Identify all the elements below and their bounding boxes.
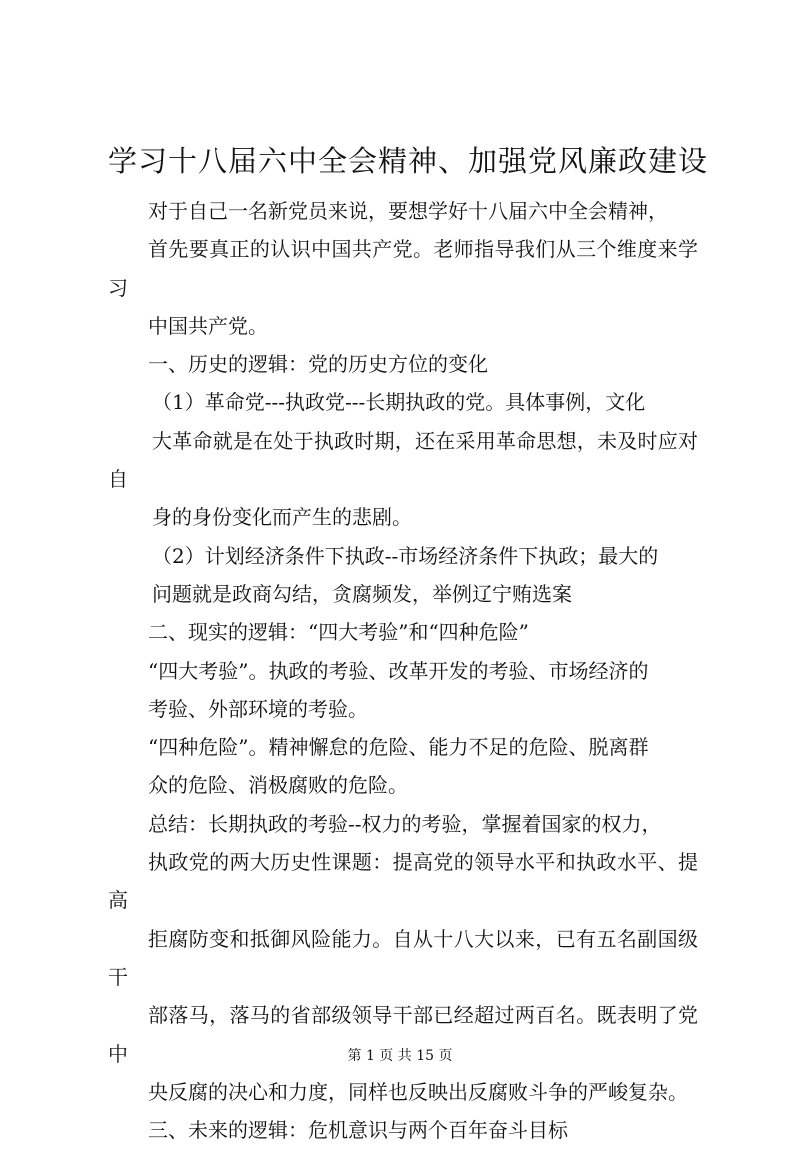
paragraph-four-tests: [108, 652, 698, 729]
paragraph-line: （2）计划经济条件下执政--市场经济条件下执政；最大的: [152, 543, 659, 568]
paragraph-line: 拒腐防变和抵御风险能力。自从十八大以来，已有五名副国级干: [108, 926, 698, 989]
document-title: 学习十八届六中全会精神、加强党风廉政建设: [108, 144, 709, 178]
paragraph-item-1: [108, 383, 698, 536]
paragraph-line: 中国共产党。: [148, 313, 268, 338]
page-footer: 第 1 页 共 15 页: [347, 1048, 453, 1064]
paragraph-line: 考验、外部环境的考验。: [148, 696, 368, 721]
paragraph-line: “四大考验”。执政的考验、改革开发的考验、市场经济的: [148, 658, 649, 683]
paragraph-line: 对于自己一名新党员来说，要想学好十八届六中全会精神，: [148, 199, 668, 223]
paragraph-line: 三、未来的逻辑：危机意识与两个百年奋斗目标: [148, 1118, 568, 1143]
section-heading-future: [108, 1111, 698, 1149]
paragraph-line: 央反腐的决心和力度，同样也反映出反腐败斗争的严峻复杂。: [148, 1079, 688, 1104]
paragraph-line: 问题就是政商勾结，贪腐频发，举例辽宁贿选案: [152, 581, 572, 606]
paragraph-line: 总结：长期执政的考验--权力的考验，掌握着国家的权力，: [148, 811, 662, 836]
paragraph-intro: [108, 192, 698, 345]
paragraph-line: 部落马，落马的省部级领导干部已经超过两百名。既表明了党中: [108, 1003, 698, 1066]
paragraph-line: 一、历史的逻辑：党的历史方位的变化: [148, 352, 488, 377]
paragraph-line: 大革命就是在处于执政时期，还在采用革命思想，未及时应对自: [108, 428, 698, 492]
paragraph-line: “四种危险”。精神懈怠的危险、能力不足的危险、脱离群: [148, 735, 649, 760]
paragraph-line: （1）革命党---执政党---长期执政的党。具体事例，文化: [152, 390, 646, 415]
paragraph-line: 二、现实的逻辑：“四大考验”和“四种危险”: [148, 620, 529, 645]
section-heading-history: [108, 345, 698, 383]
paragraph-line: 执政党的两大历史性课题：提高党的领导水平和执政水平、提高: [108, 850, 698, 913]
paragraph-line: 身的身份变化而产生的悲剧。: [152, 505, 412, 530]
section-heading-reality: [108, 613, 698, 651]
paragraph-line: 首先要真正的认识中国共产党。老师指导我们从三个维度来学习: [108, 237, 698, 300]
paragraph-item-2: [108, 537, 698, 614]
document-body: [108, 192, 698, 1149]
paragraph-line: 众的危险、消极腐败的危险。: [148, 773, 408, 798]
paragraph-four-dangers: [108, 728, 698, 805]
